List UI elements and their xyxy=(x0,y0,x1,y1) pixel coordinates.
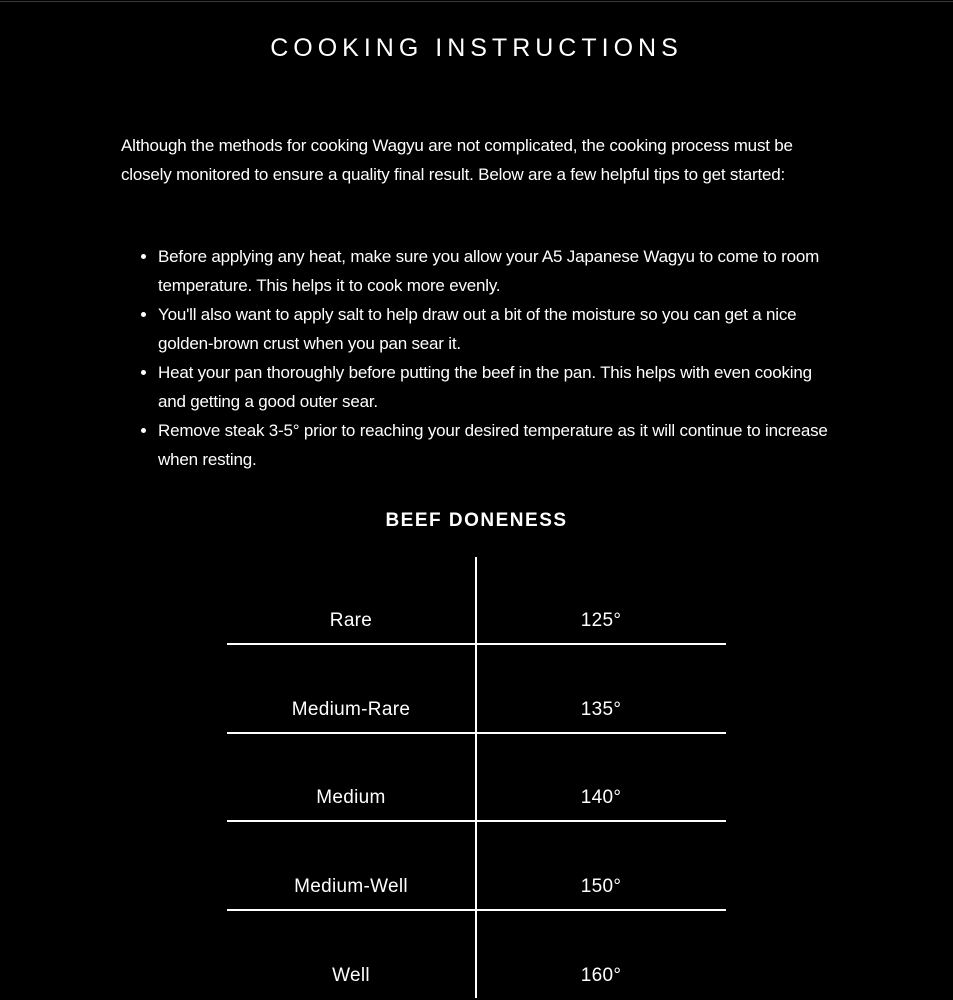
list-item: • Remove steak 3-5° prior to reaching your desired temperature as it will continue to increase when resting. xyxy=(158,416,841,474)
row-divider xyxy=(227,643,726,645)
temperature-cell: 160° xyxy=(580,965,622,986)
temperature-cell: 140° xyxy=(580,787,622,808)
doneness-heading: BEEF DONENESS xyxy=(385,510,568,531)
page-title: COOKING INSTRUCTIONS xyxy=(270,34,683,62)
table-row xyxy=(227,646,726,734)
tips-list xyxy=(121,242,841,474)
table-row xyxy=(227,734,726,822)
intro-paragraph: Although the methods for cooking Wagyu are not complicated, the cooking process must be closely monitored to ensure a quality final result. Below are a few helpful tips to get started: xyxy=(121,136,793,184)
table-row xyxy=(227,823,726,911)
table-row xyxy=(227,557,726,645)
doneness-level-cell: Medium-Well xyxy=(294,876,408,897)
list-item: • You'll also want to apply salt to help draw out a bit of the moisture so you can get a nice golden-brown crust when you pan sear it. xyxy=(158,300,841,358)
list-item: • Before applying any heat, make sure you allow your A5 Japanese Wagyu to come to room temperature. This helps it to cook more evenly. xyxy=(158,242,841,300)
temperature-cell: 135° xyxy=(580,699,622,720)
doneness-level-cell: Medium-Rare xyxy=(291,699,411,720)
row-divider xyxy=(227,820,726,822)
temperature-cell: 125° xyxy=(580,610,622,631)
table-row xyxy=(227,912,726,1000)
doneness-level-cell: Medium xyxy=(316,787,386,808)
temperature-cell: 150° xyxy=(580,876,622,897)
top-divider xyxy=(0,1,953,2)
doneness-level-cell: Well xyxy=(332,965,370,986)
doneness-level-cell: Rare xyxy=(329,610,373,631)
list-item: • Heat your pan thoroughly before putting the beef in the pan. This helps with even cooking and getting a good outer sear. xyxy=(158,358,841,416)
row-divider xyxy=(227,909,726,911)
